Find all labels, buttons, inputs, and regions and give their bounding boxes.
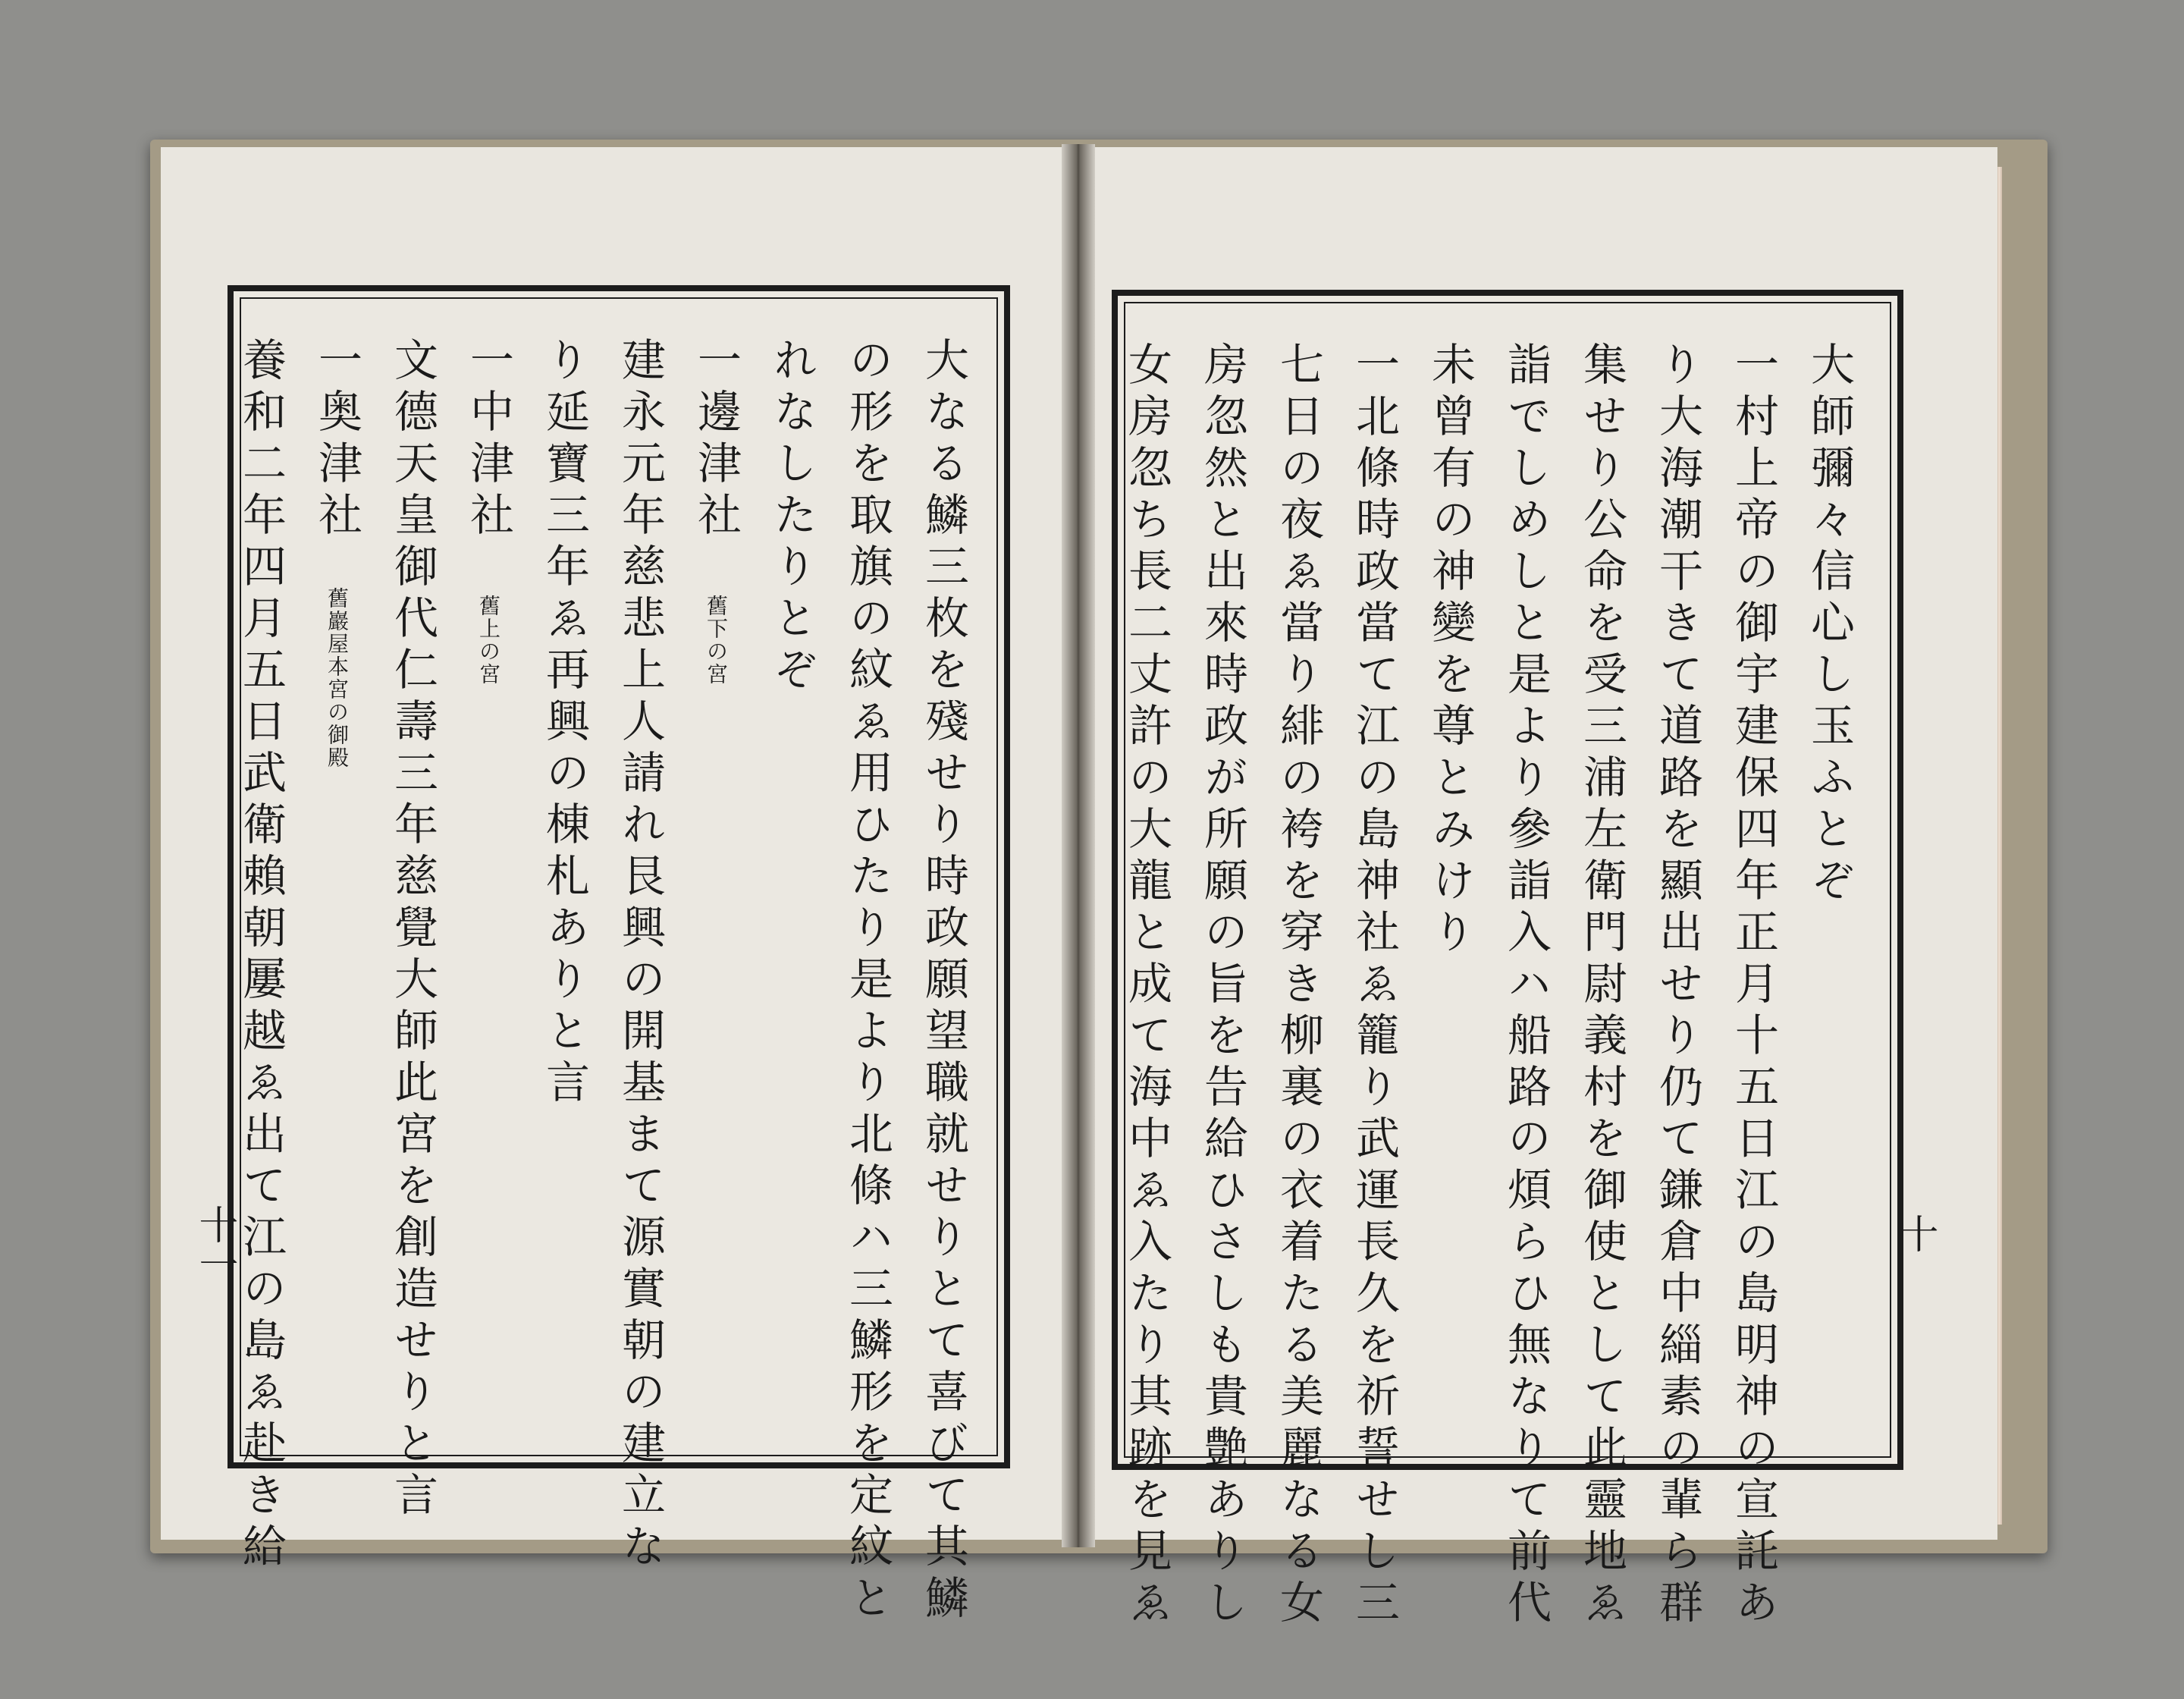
right-line-1: 大師彌々信心し玉ふとぞ [1803, 341, 1855, 909]
hentsu-note: 舊下の宮 [704, 595, 729, 686]
right-line-10: 女房忽ち長二丈許の大龍と成て海中ゑ入たり其跡を見ゑ [1121, 341, 1172, 1631]
left-line-8: 文德天皇御代仁壽三年慈覺大師此宮を創造せりと言 [387, 337, 438, 1523]
right-line-3: り大海潮干きて道路を顯出せり仍て鎌倉中緇素の輩ら群 [1652, 341, 1703, 1631]
left-line-4: 一邊津社 [690, 337, 742, 543]
left-line-2: の形を取旗の紋ゑ用ひたり是より北條ハ三鱗形を定紋と [842, 337, 893, 1626]
left-page-frame [228, 285, 1010, 1626]
left-line-6: り延寶三年ゑ再興の棟札ありと言 [538, 337, 590, 1110]
left-heading-okutsu [299, 337, 375, 1429]
left-line-10: 養和二年四月五日武衛賴朝屢越ゑ出て江の島ゑ赴き給 [235, 337, 287, 1575]
right-line-6: 未曾有の神變を尊とみけり [1424, 341, 1476, 960]
nakatsu-note: 舊上の宮 [476, 595, 501, 686]
right-page-frame [1112, 290, 1903, 1631]
left-line-1: 大なる鱗三枚を殘せり時政願望職就せりとて喜びて其鱗 [918, 337, 969, 1626]
right-line-8: 七日の夜ゑ當り緋の袴を穿き柳裏の衣着たる美麗なる女 [1272, 341, 1324, 1631]
right-line-4: 集せり公命を受三浦左衛門尉義村を御使として此靈地ゑ [1576, 341, 1627, 1631]
right-line-5: 詣でしめしと是より參詣入ハ船路の煩らひ無なりて前代 [1500, 341, 1552, 1631]
left-page-text [223, 337, 981, 1626]
left-heading-nakatsu [450, 337, 526, 1429]
left-line-5: 建永元年慈悲上人請れ艮興の開基まて源實朝の建立な [614, 337, 666, 1575]
okutsu-note: 舊巖屋本宮の御殿 [325, 587, 350, 770]
left-line-7: 一中津社 [463, 337, 514, 543]
right-line-9: 房忽然と出來時政が所願の旨を告給ひさしも貴艶ありし [1197, 341, 1248, 1631]
right-page-text [1109, 341, 1867, 1631]
right-line-2: 一村上帝の御宇建保四年正月十五日江の島明神の宣託あ [1727, 341, 1779, 1631]
left-line-9: 一奥津社 [311, 337, 362, 543]
left-line-3: れなしたりとぞ [766, 337, 817, 698]
book-gutter [1062, 144, 1095, 1547]
left-page-number: 十一 [192, 1204, 237, 1283]
right-page-number: 十 [1892, 1214, 1938, 1253]
left-heading-hentsu [678, 337, 754, 1429]
right-line-7: 一北條時政當て江の島神社ゑ籠り武運長久を祈誓せし三 [1348, 341, 1400, 1631]
